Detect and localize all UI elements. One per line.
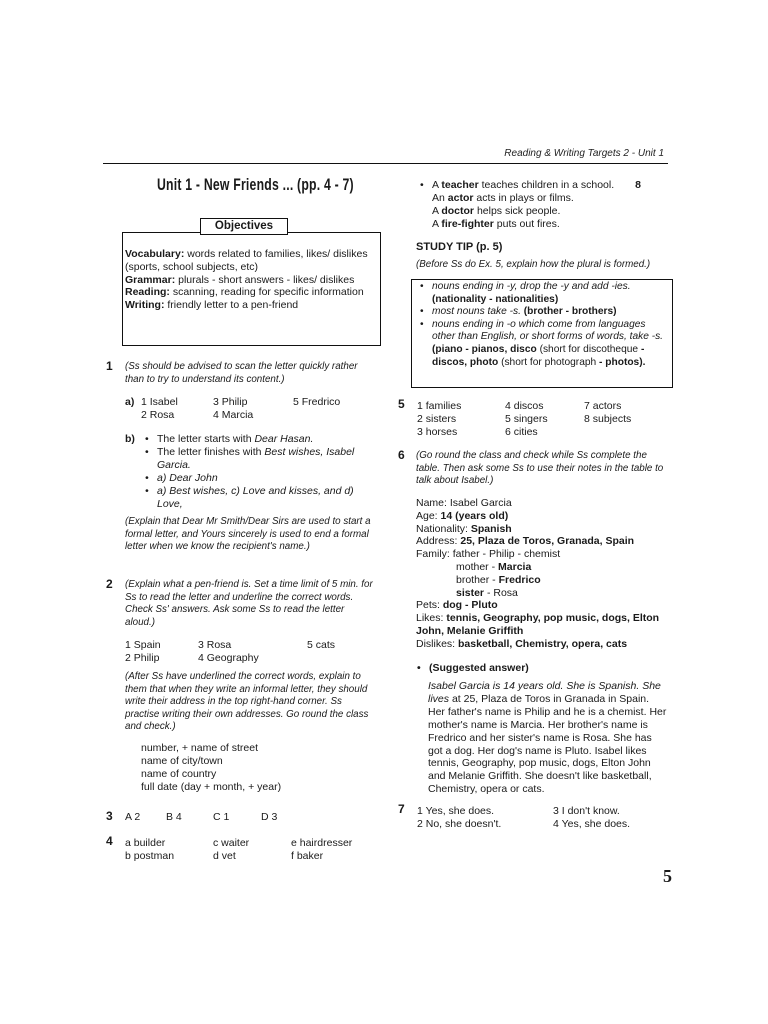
unit-title: Unit 1 - New Friends ... (pp. 4 - 7) [157,175,354,194]
study-tip-title: STUDY TIP (p. 5) [416,241,503,253]
ex7-item: 3 I don't know. [553,805,620,817]
ex2-note: (Explain what a pen-friend is. Set a time limit of 5 min. for Ss to read the letter and underline the correct words. Check Ss' answers. Ask some Ss to read the letter aloud.) [125,579,373,628]
grammar-text: plurals - short answers - likes/ dislikes [178,273,355,286]
tip-example: (nationality - nationalities) [432,293,559,305]
ex4-item: f baker [291,850,324,862]
address-format [141,742,281,794]
likes-label: Likes: [416,612,444,625]
address-line: name of city/town [141,755,223,767]
writing-text: friendly letter to a pen-friend [167,299,299,312]
tip-text: nouns ending in -y, drop the -y and add -ies. [432,281,631,292]
definition: helps sick people. [476,205,561,217]
occupation: fire-fighter [441,218,494,230]
ex1-explain: (Explain that Dear Mr Smith/Dear Sirs are used to start a formal letter, and Yours sincerely is used to end a formal letter when we know the recipient's name.) [125,516,371,553]
ex5-item: 1 families [417,400,462,412]
writing-label: Writing: [125,299,165,312]
ex7-item: 2 No, she doesn't. [417,818,502,830]
page-number: 5 [663,866,672,886]
tip-example: (brother - brothers) [523,306,617,318]
tip-text: nouns ending in -o which come from languages other than English, or short forms of words, take -s. [432,318,664,343]
ex1-b2-italic: Best wishes, Isabel Garcia. [157,446,355,471]
ex6-note: (Go round the class and check while Ss complete the table. Then ask some Ss to use their notes in the table to talk about Isabel.) [416,450,664,487]
ex5-item: 2 sisters [417,413,457,425]
occupation: doctor [441,205,475,217]
family-name: Fredrico [498,573,541,586]
ex1-number: 1 [106,359,113,373]
ex2-item: 1 Spain [125,639,161,651]
isabel-table [416,497,676,651]
family-rel: brother - [456,573,496,586]
tip-note: (short for discotheque [539,343,639,355]
ex1-b4: • a) Best wishes, c) Love and kisses, and d) Love, [157,485,377,511]
ex1-a-item: 2 Rosa [141,409,175,421]
definition: acts in plays or films. [476,192,574,204]
family-name: - Rosa [486,586,518,599]
pets-value: dog - Pluto [442,599,498,612]
ex2-item: 2 Philip [125,652,160,664]
ex1-b1: The letter starts with [157,433,252,445]
objectives-text [125,248,375,312]
family-rel: mother - [456,560,496,573]
address-line: number, + name of street [141,742,259,754]
address-line: full date (day + month, + year) [141,781,282,793]
running-header: Reading & Writing Targets 2 - Unit 1 [504,148,664,159]
likes-value: tennis, Geography, pop music, dogs, Elton John, Melanie Griffith [416,612,660,637]
suggested-answer-text: (Suggested answer) [429,662,529,674]
ex1-a-label: a) [125,396,135,408]
dislikes-label: Dislikes: [416,637,456,650]
ex1-b1-italic: Dear Hasan. [254,433,314,445]
tip-example: (piano - pianos, disco [432,343,537,355]
study-tip-list [432,281,664,369]
occupation: actor [447,192,474,204]
family-label: Family: [416,548,450,561]
study-tip-note: (Before Ss do Ex. 5, explain how the plural is formed.) [416,259,651,270]
nationality-label: Nationality: [416,522,468,535]
occupation: teacher [441,179,479,191]
definition: puts out fires. [496,218,560,230]
suggested-answer [428,680,667,796]
ex1-a-item: 1 Isabel [141,396,178,408]
name-row: Name: Isabel Garcia [416,497,512,509]
ex4-item: e hairdresser [291,837,353,849]
word: An [432,192,445,204]
pets-label: Pets: [416,599,440,612]
ex2-item: 4 Geography [198,652,259,664]
word: A [432,179,439,191]
word: A [432,218,439,230]
ex3-item: C 1 [213,811,230,823]
ex6-number: 6 [398,448,405,462]
ex4-item: a builder [125,837,166,849]
reading-label: Reading: [125,286,170,299]
suggested-answer-label: • (Suggested answer) [417,662,529,674]
family-name: Marcia [498,560,532,573]
ex5-number: 5 [398,397,405,411]
ex1-b-list [157,433,377,511]
address-value: 25, Plaza de Toros, Granada, Spain [460,535,635,548]
ex2-item: 3 Rosa [198,639,232,651]
occupations-list [432,179,672,231]
ex1-b-label: b) [125,433,135,445]
ex1-note: (Ss should be advised to scan the letter quickly rather than to try to understand its content.) [125,361,358,385]
mark: 8 [635,179,641,191]
age-label: Age: [416,509,438,522]
nationality-value: Spanish [470,522,512,535]
ex1-a-item: 3 Philip [213,396,248,408]
ex5-item: 6 cities [505,426,538,438]
ex7-item: 4 Yes, she does. [553,818,631,830]
objectives-title: Objectives [200,218,288,235]
word: A [432,205,439,217]
ex4-item: d vet [213,850,236,862]
ex1-b2: The letter finishes with [157,446,262,458]
ex2-number: 2 [106,577,113,591]
ex4-item: b postman [125,850,175,862]
tip-text: most nouns take -s. [432,306,521,318]
family-father: father - Philip - chemist [452,548,561,561]
ex1-a-item: 4 Marcia [213,409,254,421]
address-line: name of country [141,768,217,780]
ex1-b3: • a) Dear John [157,472,377,485]
ex5-item: 5 singers [505,413,548,425]
vocab-label: Vocabulary: [125,248,185,260]
address-label: Address: [416,535,458,548]
ex1-a-item: 5 Fredrico [293,396,341,408]
family-rel: sister [456,586,485,599]
ex7-number: 7 [398,802,405,816]
ex3-item: D 3 [261,811,278,823]
ex4-number: 4 [106,834,113,848]
header-rule [103,163,668,164]
ex3-number: 3 [106,809,113,823]
ex2-note2: (After Ss have underlined the correct words, explain to them that when they write an informal letter, they should write their address in the top right-hand corner. Ss practise writing their own addresses. Go round the class and check.) [125,671,369,733]
ex5-item: 4 discos [505,400,544,412]
ex5-item: 8 subjects [584,413,632,425]
tip-note: (short for photograph [501,356,597,368]
age-value: 14 (years old) [440,509,509,522]
ex5-item: 3 horses [417,426,458,438]
ex5-item: 7 actors [584,400,622,412]
tip-example: - discos, photo [432,343,645,368]
definition: teaches children in a school. [481,179,615,191]
ex3-item: B 4 [166,811,182,823]
answer-italic: Isabel Garcia is 14 years old. She is Spanish. She lives [428,680,661,705]
ex3-item: A 2 [125,811,141,823]
ex4-item: c waiter [213,837,250,849]
grammar-label: Grammar: [125,273,176,286]
reading-text: scanning, reading for specific information [172,286,364,299]
ex2-item: 5 cats [307,639,336,651]
tip-example: - photos). [599,356,646,368]
dislikes-value: basketball, Chemistry, opera, cats [458,637,628,650]
ex7-item: 1 Yes, she does. [417,805,495,817]
answer-text: at 25, Plaza de Toros in Granada in Spain. Her father's name is Philip and he is a chemist. Her mother's name is Marcia. Her brother's name is Fredrico and her sister's name is Rosa. She has got a dog. Her dog's name is Pluto. Isabel likes tennis, Geography, pop music, dogs, Elton John and Melanie Griffith. She doesn't like basketball, Chemistry, opera or cats. [428,692,667,796]
vocab-text: words related to families, likes/ dislikes (sports, school subjects, etc) [125,248,368,273]
